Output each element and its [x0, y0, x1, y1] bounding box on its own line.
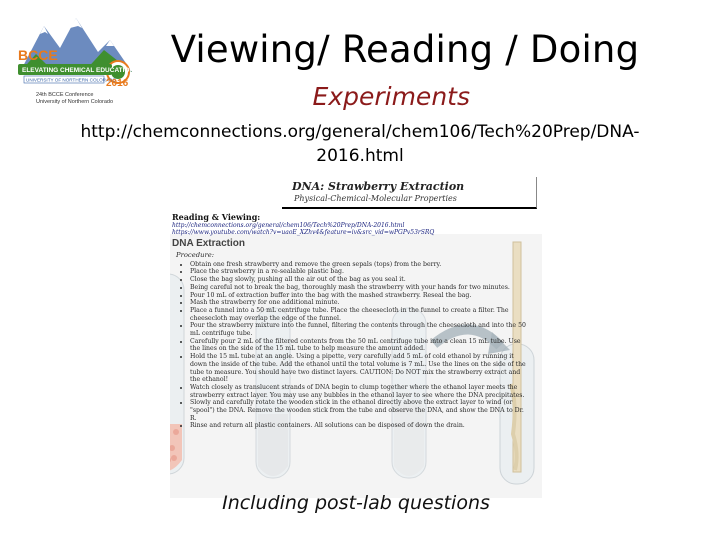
document-screenshot	[170, 172, 542, 498]
mountain-logo-graphic	[14, 14, 154, 94]
procedure-step: • Being careful not to break the bag, thoroughly mash the strawberry with your hands for two minutes.	[190, 284, 528, 292]
procedure-step: • Mash the strawberry for one additional minute.	[190, 299, 528, 307]
video-link[interactable]: https://www.youtube.com/watch?v=uaoE_XZhv4&feature=iv&src_vid=wPGPv53rSRQ	[172, 229, 435, 236]
procedure-step: • Pour the strawberry mixture into the funnel, filtering the contents through the cheesecloth and into the 50 mL centrifuge tube.	[190, 322, 528, 337]
procedure-step: • Carefully pour 2 mL of the filtered contents from the 50 mL centrifuge tube into a clean 15 mL tube. Use the lines on the side of the 15 mL tube to help measure the amount added.	[190, 338, 528, 353]
procedure-heading: Procedure:	[176, 251, 215, 259]
procedure-step: • Slowly and carefully rotate the wooden stick in the ethanol directly above the extract layer to wind (or "spool") the DNA. Remove the wooden stick from the tube and observe the DNA, and show the DNA to Dr. R.	[190, 399, 528, 422]
procedure-step: • Place the strawberry in a re-sealable plastic bag.	[190, 268, 528, 276]
procedure-step: • Pour 10 mL of extraction buffer into the bag with the mashed strawberry. Reseal the bag.	[190, 292, 528, 300]
procedure-step: • Watch closely as translucent strands of DNA begin to clump together where the ethanol layer meets the strawberry extract layer. You may use any bubbles in the ethanol layer to see where the DNA precipitates.	[190, 384, 528, 399]
reading-link[interactable]: http://chemconnections.org/general/chem106/Tech%20Prep/DNA-2016.html	[172, 222, 405, 229]
logo-acronym: BCCE	[18, 47, 58, 63]
document-subtitle: Physical-Chemical-Molecular Properties	[294, 194, 457, 203]
logo-year: 2016	[106, 78, 129, 89]
logo-tagline: 24th BCCE Conference	[36, 92, 94, 98]
logo-tagline-university: University of Northern Colorado	[36, 99, 114, 105]
graphic-label: DNA Extraction	[172, 238, 245, 249]
bcce-logo	[14, 14, 154, 110]
reading-section	[172, 212, 532, 236]
logo-host: UNIVERSITY OF NORTHERN COLORADO	[26, 77, 116, 83]
procedure-step: • Close the bag slowly, pushing all the air out of the bag as you seal it.	[190, 276, 528, 284]
document-title: DNA: Strawberry Extraction	[292, 180, 465, 193]
slide-title: Viewing/ Reading / Doing	[170, 28, 640, 71]
slide-subtitle: Experiments	[312, 82, 470, 111]
procedure-step: • Obtain one fresh strawberry and remove the green sepals (tops) from the berry.	[190, 261, 528, 269]
procedure-section	[176, 252, 528, 430]
logo-banner: ELEVATING CHEMICAL EDUCATION	[22, 67, 135, 74]
resource-url-link[interactable]: http://chemconnections.org/general/chem106/Tech%20Prep/DNA-2016.html	[80, 122, 640, 166]
procedure-step: • Place a funnel into a 50 mL centrifuge tube. Place the cheesecloth in the funnel to create a filter. The cheesecloth may overlap the edge of the funnel.	[190, 307, 528, 322]
procedure-list	[176, 261, 528, 430]
reading-heading: Reading & Viewing:	[172, 212, 261, 222]
procedure-step: • Hold the 15 mL tube at an angle. Using a pipette, very carefully add 5 mL of cold ethanol by running it down the inside of the tube. Add the ethanol until the total volume is 7 mL. Use the lines on the side of the tube to measure. You should have two distinct layers. CAUTION: Do NOT mix the strawberry extract and the ethanol!	[190, 353, 528, 384]
document-header	[282, 177, 537, 209]
procedure-step: • Rinse and return all plastic containers. All solutions can be disposed of down the drain.	[190, 422, 528, 430]
slide-caption: Including post-lab questions	[222, 492, 490, 514]
